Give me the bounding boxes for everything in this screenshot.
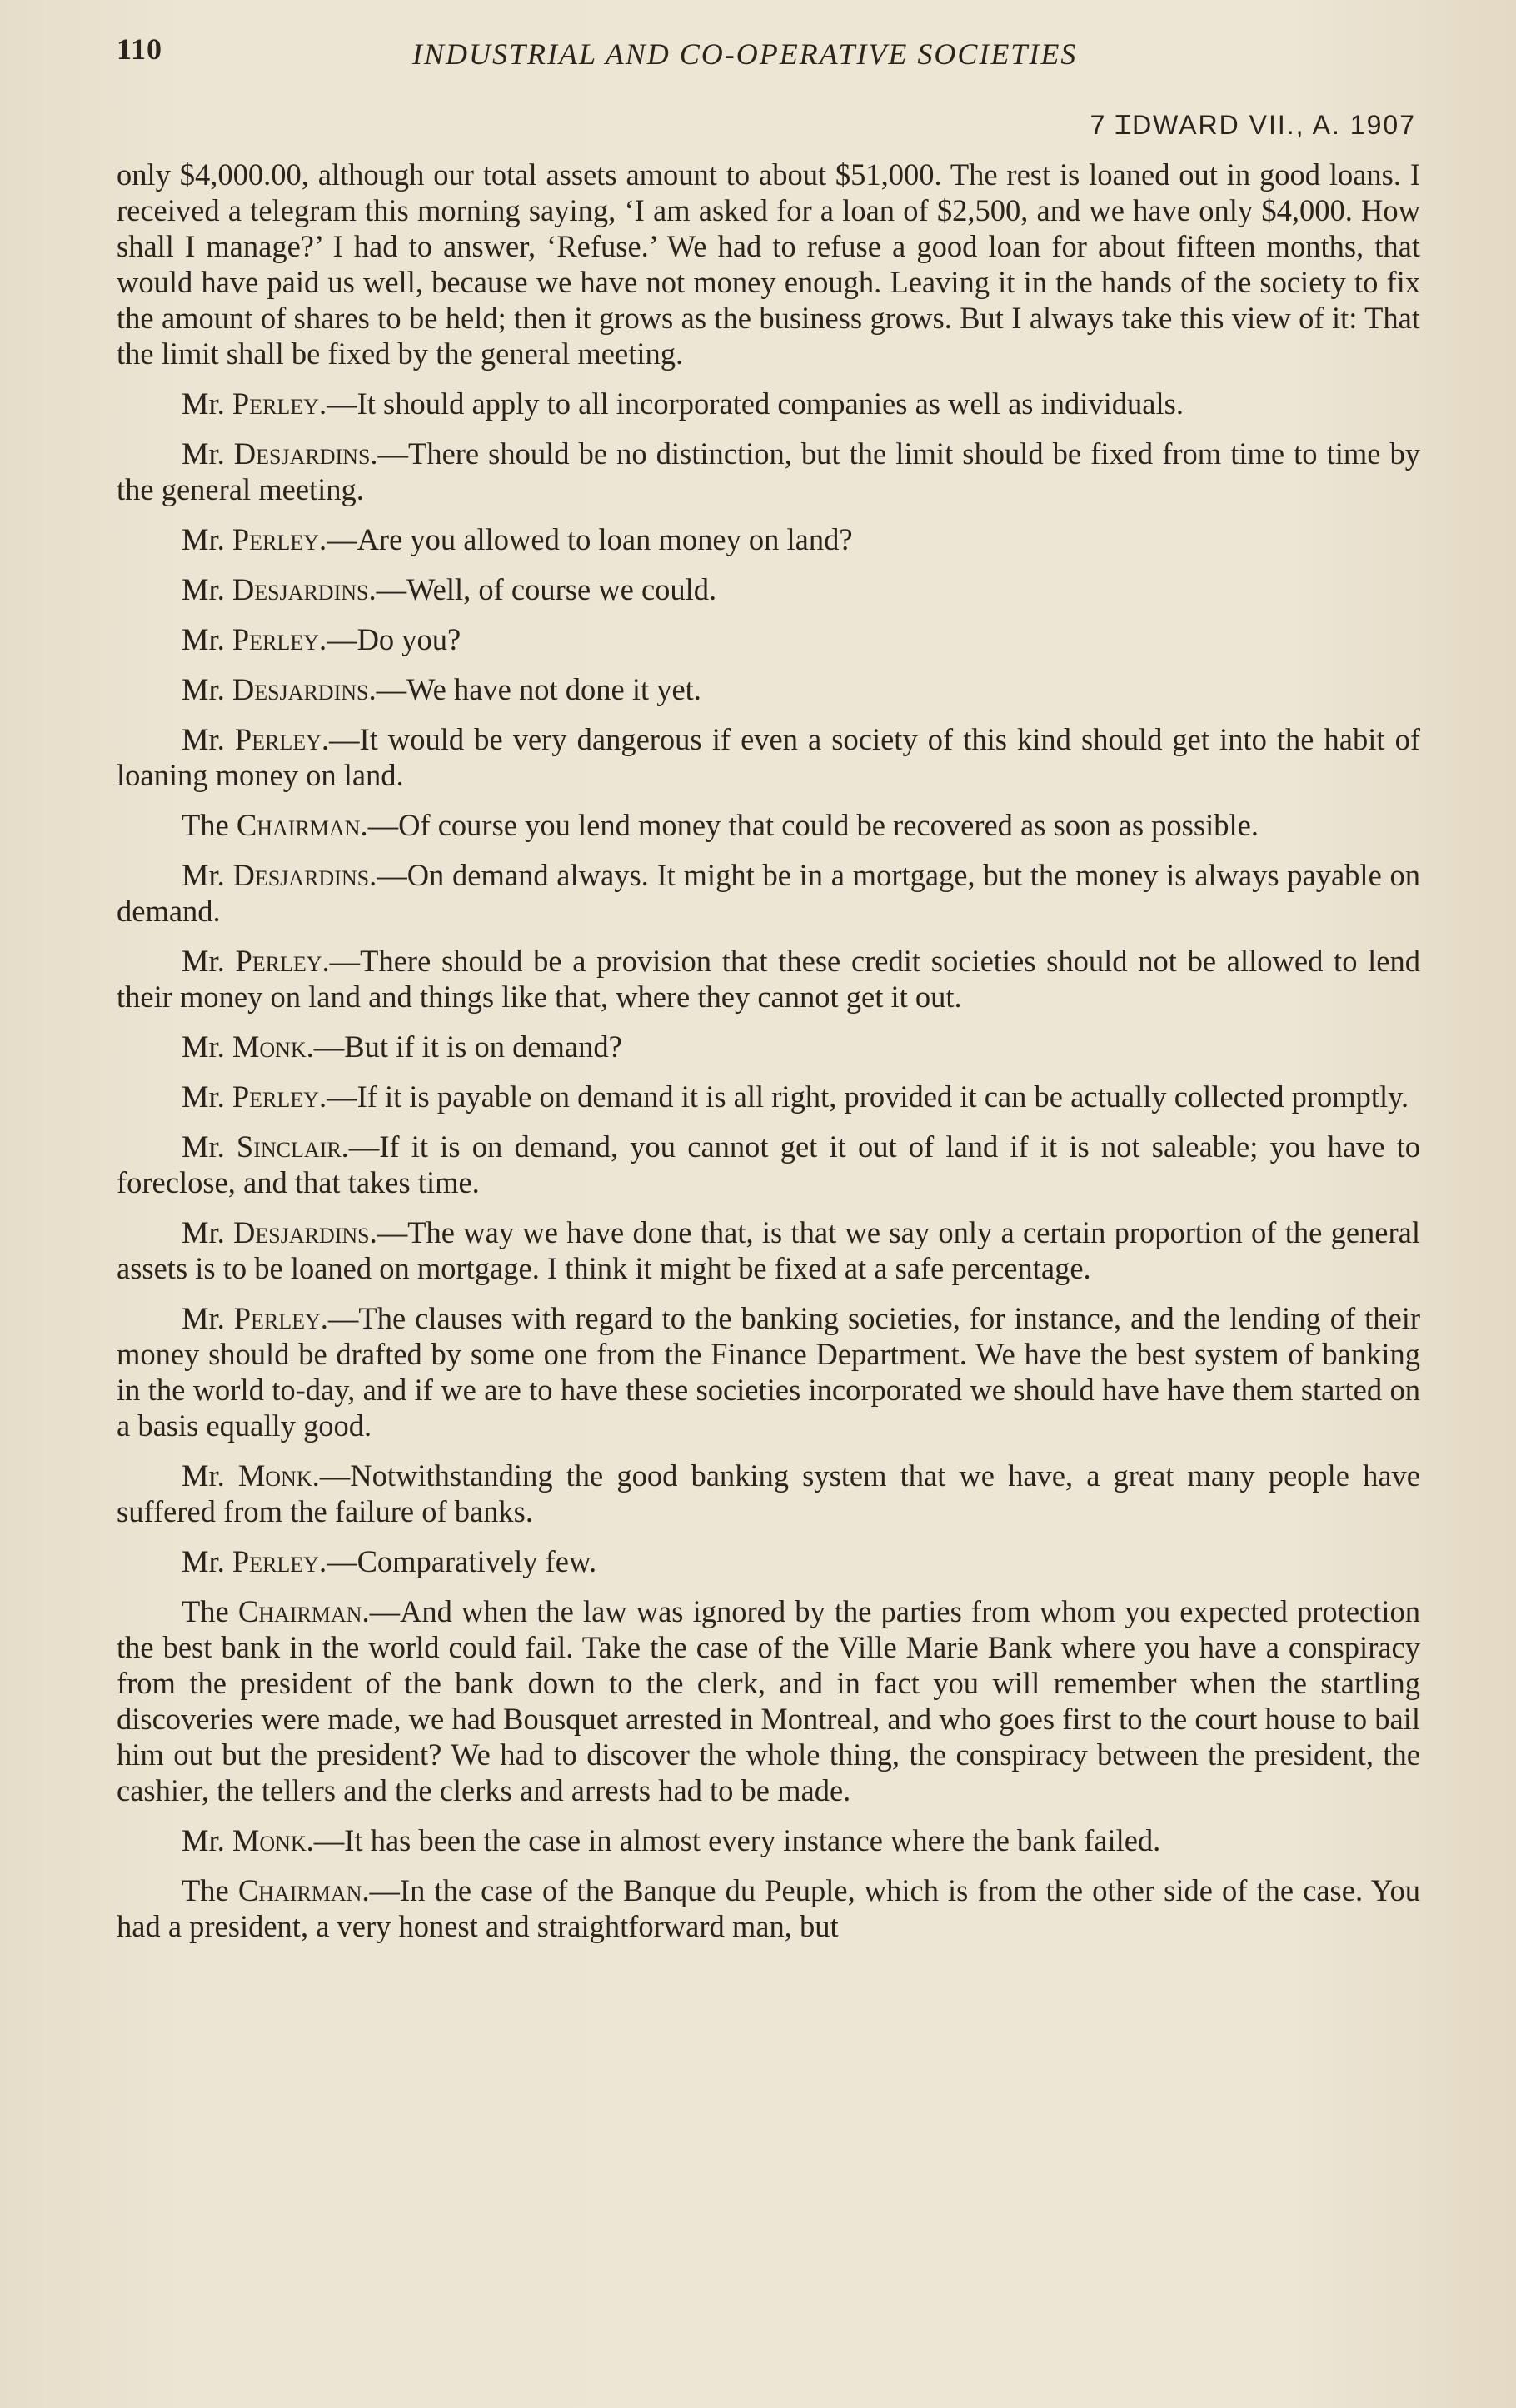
paragraph-text: .—It would be very dangerous if even a society of this kind should get into the habit of loaning money on land. [117,722,1421,792]
paragraph [117,521,1420,557]
paragraph [117,386,1420,421]
speaker-prefix: The [182,1873,229,1907]
paragraph [117,943,1420,1015]
paragraph-text: .—There should be no distinction, but the limit should be fixed from time to time by the general meeting. [117,436,1421,506]
paragraph [117,1214,1420,1286]
running-title: INDUSTRIAL AND CO-OPERATIVE SOCIETIES [412,37,1078,71]
speaker-name: Perley [232,1544,319,1578]
speaker-name: Chairman [237,1873,362,1907]
speaker-prefix: Mr. [182,1301,225,1335]
paragraph-text: .—We have not done it yet. [368,672,701,706]
speaker-name: Desjardins [232,858,370,892]
paragraph-text: .—The way we have done that, is that we say only a certain proportion of the general assets is to be loaned on mortgage. I think it might be fixed at a safe percentage. [117,1215,1420,1285]
paragraph-text: .—On demand always. It might be in a mortgage, but the money is always payable on demand. [117,858,1421,928]
speaker-name: Monk [232,1030,307,1064]
paragraph-text: .—Are you allowed to loan money on land? [318,522,853,556]
speaker-name: Perley [232,522,319,556]
paragraph-text: .—Comparatively few. [318,1544,597,1578]
paragraph-text: .—But if it is on demand? [306,1030,622,1064]
speaker-name: Perley [232,622,319,656]
speaker-name: Monk [232,1823,307,1857]
speaker-prefix: Mr. [182,1129,225,1164]
speaker-prefix: Mr. [182,1458,225,1493]
paragraph [117,1300,1420,1443]
speaker-prefix: Mr. [182,436,225,471]
paragraph [117,1543,1420,1579]
speaker-name: Perley [234,722,322,756]
speaker-prefix: The [182,808,229,842]
speaker-name: Perley [235,944,322,978]
paragraph [117,1593,1420,1808]
paragraph-text: only $4,000.00, although our total assets amount to about $51,000. The rest is loaned out in good loans. I received a telegram this morning saying, ‘I am asked for a loan of $2,500, and we have only $4,000. How shall I manage?’ I had to answer, ‘Refuse.’ We had to refuse a good loan for about fifteen months, that would have paid us well, because we have not money enough. Leaving it in the hands of the society to fix the amount of shares to be held; then it grows as the business grows. But I always take this view of it: That the limit shall be fixed by the general meeting. [117,157,1420,371]
speaker-prefix: Mr. [182,572,225,606]
paragraph [117,157,1420,371]
speaker-name: Monk [237,1458,312,1493]
paragraph [117,1458,1420,1529]
paragraph [117,436,1420,507]
speaker-name: Sinclair [236,1129,342,1164]
speaker-prefix: Mr. [182,1544,225,1578]
paragraph-text: .—And when the law was ignored by the parties from whom you expected protection the best bank in the world could fail. Take the case of the Ville Marie Bank where you have a conspiracy from the president of the bank down to the clerk, and in fact you will remember when the startling discoveries were made, we had Bousquet arrested in Montreal, and who goes first to the court house to bail him out but the president? We had to discover the whole thing, the conspiracy between the president, the cashier, the tellers and the clerks and arrests had to be made. [117,1594,1421,1807]
paragraph [117,1129,1420,1200]
paragraph [117,1872,1420,1944]
paragraph-text: .—The clauses with regard to the banking societies, for instance, and the lending of their money should be drafted by some one from the Finance Department. We have the best system of banking in the world to-day, and if we are to have these societies incorporated we should have have them started on a basis equally good. [117,1301,1421,1443]
paragraph-text: .—Of course you lend money that could be recovered as soon as possible. [360,808,1259,842]
paragraph [117,571,1420,607]
speaker-name: Chairman [236,808,361,842]
speaker-prefix: Mr. [182,1215,225,1249]
speaker-prefix: Mr. [182,522,225,556]
speaker-prefix: Mr. [182,1079,225,1114]
body-text [117,157,1420,1958]
paragraph-text: .—There should be a provision that these credit societies should not be allowed to lend their money on land and things like that, where they cannot get it out. [117,944,1421,1014]
speaker-prefix: The [182,1594,229,1628]
edition-line: 7 ꞮDWARD VII., A. 1907 [1090,110,1416,140]
speaker-prefix: Mr. [182,672,225,706]
paragraph-text: .—Do you? [318,622,461,656]
paragraph-text: .—Notwithstanding the good banking system that we have, a great many people have suffered from the failure of banks. [117,1458,1420,1528]
paragraph [117,721,1420,793]
paragraph-text: .—It should apply to all incorporated companies as well as individuals. [318,386,1184,421]
speaker-prefix: Mr. [182,722,225,756]
paragraph [117,621,1420,657]
paragraph [117,1822,1420,1858]
speaker-prefix: Mr. [182,858,225,892]
speaker-prefix: Mr. [182,1823,225,1857]
paragraph [117,1079,1420,1114]
speaker-prefix: Mr. [182,944,225,978]
speaker-name: Desjardins [232,672,369,706]
paragraph-text: .—It has been the case in almost every instance where the bank failed. [306,1823,1161,1857]
speaker-prefix: Mr. [182,386,225,421]
speaker-name: Perley [232,386,319,421]
paragraph-text: .—If it is on demand, you cannot get it out of land if it is not saleable; you have to foreclose, and that takes time. [117,1129,1420,1199]
paragraph [117,1029,1420,1064]
paragraph [117,807,1420,843]
speaker-name: Chairman [237,1594,362,1628]
paragraph-text: .—In the case of the Banque du Peuple, which is from the other side of the case. You had a president, a very honest and straightforward man, but [117,1873,1420,1943]
speaker-prefix: Mr. [182,622,225,656]
paragraph [117,671,1420,707]
speaker-prefix: Mr. [182,1030,225,1064]
speaker-name: Perley [233,1301,321,1335]
paragraph [117,857,1420,929]
page-number: 110 [117,32,163,66]
paragraph-text: .—Well, of course we could. [368,572,717,606]
speaker-name: Desjardins [233,1215,370,1249]
speaker-name: Perley [232,1079,319,1114]
paragraph-text: .—If it is payable on demand it is all right, provided it can be actually collected promptly. [318,1079,1409,1114]
speaker-name: Desjardins [233,436,371,471]
speaker-name: Desjardins [232,572,369,606]
